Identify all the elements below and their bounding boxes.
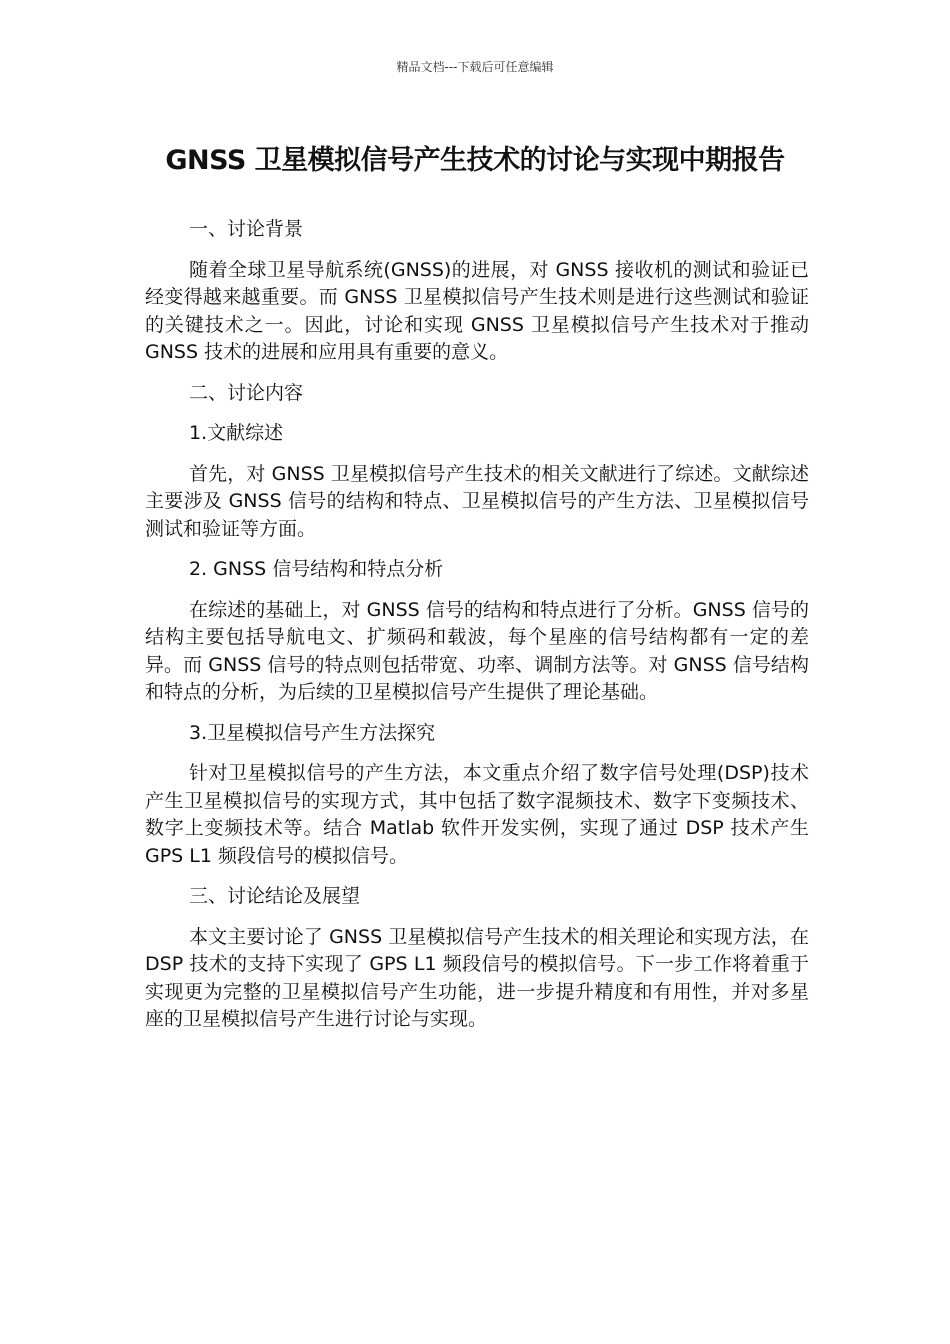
section-heading-conclusion: 三、讨论结论及展望	[189, 885, 361, 907]
paragraph-conclusion: 本文主要讨论了 GNSS 卫星模拟信号产生技术的相关理论和实现方法，在 DSP 技术的支持下实现了 GPS L1 频段信号的模拟信号。下一步工作将着重于实现更为完整的卫星模拟信号产生功能，进一步提升精度和有用性，并对多星座的卫星模拟信号产生进行讨论与实现。	[145, 925, 809, 1030]
subsection-heading-signal-structure: 2. GNSS 信号结构和特点分析	[189, 558, 444, 580]
section-heading-background: 一、讨论背景	[189, 218, 304, 240]
paragraph-literature: 首先，对 GNSS 卫星模拟信号产生技术的相关文献进行了综述。文献综述主要涉及 GNSS 信号的结构和特点、卫星模拟信号的产生方法、卫星模拟信号测试和验证等方面。	[145, 462, 809, 540]
paragraph-generation-method: 针对卫星模拟信号的产生方法，本文重点介绍了数字信号处理(DSP)技术产生卫星模拟信号的实现方式，其中包括了数字混频技术、数字下变频技术、数字上变频技术等。结合 Matlab 软件开发实例，实现了通过 DSP 技术产生 GPS L1 频段信号的模拟信号。	[145, 762, 809, 867]
paragraph-background: 随着全球卫星导航系统(GNSS)的进展，对 GNSS 接收机的测试和验证已经变得越来越重要。而 GNSS 卫星模拟信号产生技术则是进行这些测试和验证的关键技术之一。因此，讨论和实现 GNSS 卫星模拟信号产生技术对于推动 GNSS 技术的进展和应用具有重要的意义。	[145, 258, 809, 363]
section-heading-content: 二、讨论内容	[189, 381, 304, 404]
paragraph-signal-structure: 在综述的基础上，对 GNSS 信号的结构和特点进行了分析。GNSS 信号的结构主要包括导航电文、扩频码和载波，每个星座的信号结构都有一定的差异。而 GNSS 信号的特点则包括带宽、功率、调制方法等。对 GNSS 信号结构和特点的分析，为后续的卫星模拟信号产生提供了理论基础。	[145, 598, 809, 703]
header-note: 精品文档---下载后可任意编辑	[396, 60, 554, 74]
document-body	[145, 216, 809, 1047]
subsection-heading-literature: 1.文献综述	[189, 422, 284, 444]
document-title: GNSS 卫星模拟信号产生技术的讨论与实现中期报告	[165, 145, 785, 176]
subsection-heading-generation-method: 3.卫星模拟信号产生方法探究	[189, 721, 436, 744]
